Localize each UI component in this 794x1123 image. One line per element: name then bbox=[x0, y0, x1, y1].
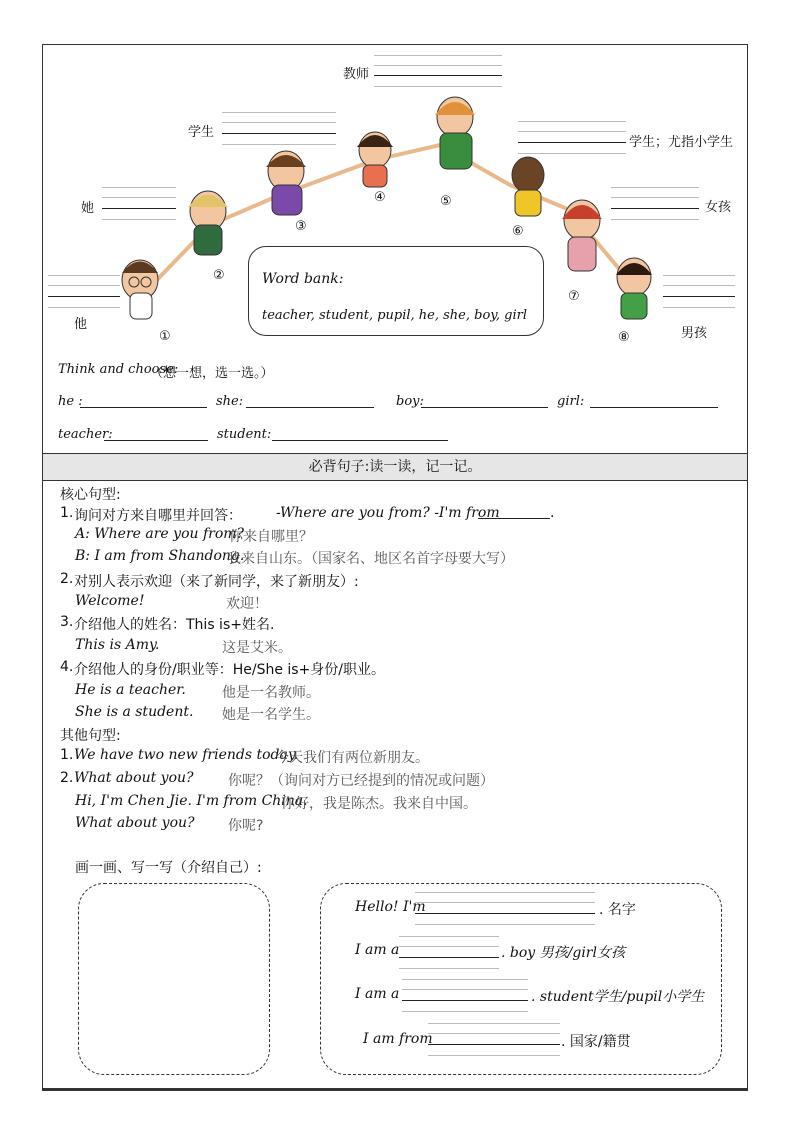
self-intro-role-blank[interactable] bbox=[402, 1000, 528, 1001]
core-s1-en: -Where are you from? -I'm from bbox=[276, 505, 500, 521]
other-o2a-en: Hi, I'm Chen Jie. I'm from China. bbox=[75, 793, 308, 809]
core-s1b-en: B: I am from Shandong. bbox=[75, 548, 245, 564]
exercise-she-blank[interactable] bbox=[246, 407, 374, 408]
core-s1-num: 1. bbox=[60, 505, 74, 521]
other-o2b-cn: 你呢? bbox=[228, 818, 264, 834]
kid-number-5: ⑤ bbox=[440, 194, 452, 209]
core-s3-num: 3. bbox=[60, 614, 74, 630]
answer-line-boy[interactable] bbox=[663, 296, 735, 297]
guide-line bbox=[374, 65, 502, 66]
guide-line bbox=[402, 979, 528, 980]
guide-line bbox=[402, 1011, 528, 1012]
core-s1-cn: 询问对方来自哪里并回答： bbox=[74, 508, 242, 524]
guide-line bbox=[428, 1055, 560, 1056]
word-bank-words: teacher, student, pupil, he, she, boy, girl bbox=[262, 308, 528, 323]
guide-line bbox=[399, 968, 499, 969]
exercise-he-label: he : bbox=[58, 394, 83, 409]
self-intro-gender-blank[interactable] bbox=[399, 957, 499, 958]
other-heading: 其他句型: bbox=[60, 728, 121, 744]
self-intro-l4-pre: I am from bbox=[363, 1031, 433, 1047]
self-intro-l1-post: . 名字 bbox=[599, 902, 636, 918]
kid-7-figure bbox=[562, 200, 602, 271]
kid-number-7: ⑦ bbox=[568, 289, 580, 304]
exercise-he-blank[interactable] bbox=[80, 407, 207, 408]
kid-3-figure bbox=[266, 151, 306, 215]
guide-line bbox=[374, 55, 502, 56]
answer-line-teacher[interactable] bbox=[374, 75, 502, 76]
exercise-boy-label: boy: bbox=[396, 394, 424, 409]
guide-line bbox=[663, 285, 735, 286]
core-s3-cn: 介绍他人的姓名：This is+姓名. bbox=[74, 617, 275, 633]
core-s1-end: . bbox=[550, 505, 555, 521]
core-s4b-en: She is a student. bbox=[75, 704, 194, 720]
drawing-area[interactable] bbox=[78, 883, 270, 1075]
other-o1-en: We have two new friends today. bbox=[74, 747, 299, 763]
kid-8-figure bbox=[616, 258, 652, 319]
other-o2b-en: What about you? bbox=[75, 815, 195, 831]
core-s4-cn: 介绍他人的身份/职业等：He/She is+身份/职业。 bbox=[74, 662, 386, 678]
core-s2-num: 2. bbox=[60, 571, 74, 587]
core-s1b-cn: 我来自山东。（国家名、地区名首字母要大写） bbox=[227, 551, 514, 567]
guide-line bbox=[415, 892, 595, 893]
exercise-student-label: student: bbox=[217, 427, 272, 442]
section-title-bar: 必背句子:读一读，记一记。 bbox=[43, 453, 747, 481]
self-intro-l3-pre: I am a bbox=[355, 986, 400, 1002]
core-s2-cn: 对别人表示欢迎（来了新同学，来了新朋友）: bbox=[74, 574, 359, 590]
exercise-girl-label: girl: bbox=[557, 394, 585, 409]
guide-line bbox=[402, 989, 528, 990]
exercise-teacher-label: teacher: bbox=[58, 427, 113, 442]
self-intro-name-blank[interactable] bbox=[415, 913, 595, 914]
draw-heading: 画一画、写一写（介绍自己）: bbox=[75, 860, 262, 876]
guide-line bbox=[663, 275, 735, 276]
core-s1a-cn: 你来自哪里？ bbox=[229, 529, 313, 545]
other-o2-num: 2. bbox=[60, 770, 74, 786]
exercise-teacher-blank[interactable] bbox=[104, 440, 208, 441]
guide-line bbox=[415, 924, 595, 925]
other-o2-cn: 你呢？（询问对方已经提到的情况或问题） bbox=[228, 773, 494, 789]
self-intro-l2-post: . boy 男孩/girl女孩 bbox=[501, 945, 625, 961]
guide-line bbox=[399, 946, 499, 947]
guide-line bbox=[415, 902, 595, 903]
guide-line bbox=[399, 936, 499, 937]
guide-line bbox=[428, 1023, 560, 1024]
bottom-rule bbox=[42, 1089, 748, 1091]
self-intro-l2-pre: I am a bbox=[355, 942, 400, 958]
label-boy-cn: 男孩 bbox=[681, 326, 708, 341]
other-o1-cn: 今天我们有两位新朋友。 bbox=[275, 750, 429, 766]
exercise-girl-blank[interactable] bbox=[590, 407, 718, 408]
core-s2a-en: Welcome! bbox=[75, 593, 145, 609]
self-intro-country-blank[interactable] bbox=[428, 1044, 560, 1045]
label-he-cn: 他 bbox=[74, 317, 88, 332]
core-s4-num: 4. bbox=[60, 659, 74, 675]
kid-4-figure bbox=[357, 132, 393, 187]
core-s3a-en: This is Amy. bbox=[75, 637, 160, 653]
exercise-she-label: she: bbox=[216, 394, 244, 409]
core-s1a-en: A: Where are you from? bbox=[75, 526, 245, 542]
exercise-boy-blank[interactable] bbox=[421, 407, 548, 408]
core-s2a-cn: 欢迎！ bbox=[226, 596, 268, 612]
kid-1-figure bbox=[122, 260, 158, 319]
kid-number-8: ⑧ bbox=[618, 330, 630, 345]
kid-6-figure bbox=[512, 157, 544, 216]
label-student-cn: 学生 bbox=[188, 125, 215, 140]
other-o2a-cn: 你好，我是陈杰。我来自中国。 bbox=[281, 796, 477, 812]
kid-2-figure bbox=[188, 191, 228, 255]
label-pupil-cn: 学生；尤指小学生 bbox=[629, 135, 734, 150]
instruction-en: Think and choose: bbox=[58, 362, 179, 377]
core-s4a-en: He is a teacher. bbox=[75, 682, 186, 698]
kid-number-3: ③ bbox=[295, 219, 307, 234]
instruction-cn: （想一想，选一选。） bbox=[150, 366, 274, 381]
self-intro-l4-post: . 国家/籍贯 bbox=[561, 1034, 631, 1050]
guide-line bbox=[428, 1033, 560, 1034]
label-she-cn: 她 bbox=[81, 201, 95, 216]
core-heading: 核心句型: bbox=[60, 487, 121, 503]
label-teacher-cn: 教师 bbox=[343, 67, 370, 82]
kid-number-1: ① bbox=[159, 329, 171, 344]
kid-number-4: ④ bbox=[374, 190, 386, 205]
core-s1-blank[interactable] bbox=[478, 518, 550, 519]
core-s3a-cn: 这是艾米。 bbox=[222, 640, 292, 656]
kid-5-figure bbox=[435, 97, 475, 169]
other-o2-en: What about you? bbox=[74, 770, 194, 786]
word-bank-title: Word bank: bbox=[262, 271, 344, 287]
self-intro-l3-post: . student学生/pupil小学生 bbox=[531, 989, 705, 1005]
core-s4a-cn: 他是一名教师。 bbox=[222, 685, 320, 701]
self-intro-l1-pre: Hello! I'm bbox=[355, 899, 426, 915]
core-s4b-cn: 她是一名学生。 bbox=[222, 707, 320, 723]
label-girl-cn: 女孩 bbox=[705, 200, 732, 215]
word-bank-box bbox=[248, 246, 544, 336]
guide-line bbox=[374, 86, 502, 87]
exercise-student-blank[interactable] bbox=[272, 440, 448, 441]
guide-line bbox=[663, 307, 735, 308]
other-o1-num: 1. bbox=[60, 747, 74, 763]
kid-number-2: ② bbox=[213, 268, 225, 283]
kid-number-6: ⑥ bbox=[512, 224, 524, 239]
